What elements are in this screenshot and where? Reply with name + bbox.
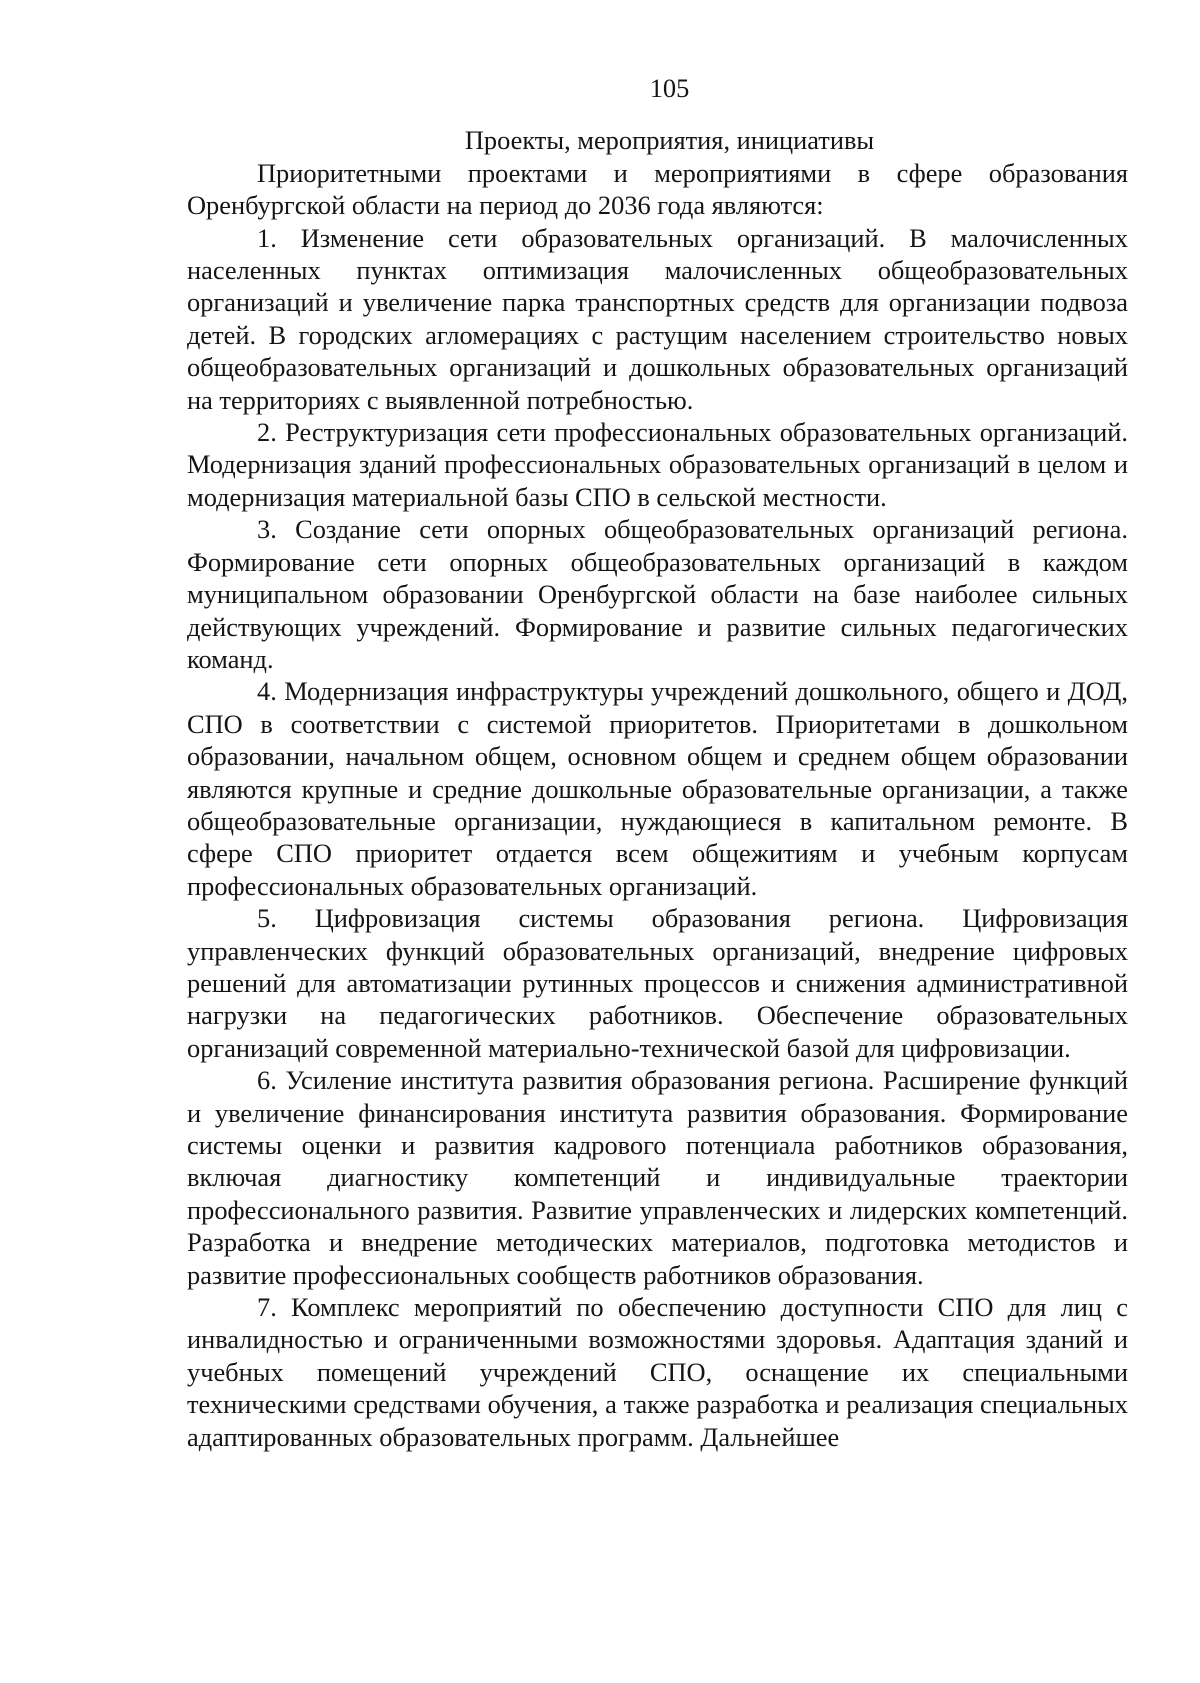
list-item [187,902,1128,1064]
item-text: Цифровизация системы образования региона. Цифровизация управленческих функций образовательных организаций, внедрение цифровых решений для автоматизации рутинных процессов и снижения административной нагрузки на педагогических работников. Обеспечение образовательных организаций современной материально-технической базой для цифровизации. [187,903,1128,1063]
item-text: Изменение сети образовательных организаций. В малочисленных населенных пунктах оптимизация малочисленных общеобразовательных организаций и увеличение парка транспортных средств для организации подвоза детей. В городских агломерациях с растущим населением строительство новых общеобразовательных организаций и дошкольных образовательных организаций на территориях с выявленной потребностью. [187,222,1128,415]
item-text: Реструктуризация сети профессиональных образовательных организаций. Модернизация зданий профессиональных образовательных организаций в целом и модернизация материальной базы СПО в сельской местности. [187,417,1128,512]
list-item [187,675,1128,902]
list-item [187,416,1128,513]
item-number: 5. [257,903,277,934]
list-item [187,222,1128,416]
intro-paragraph: Приоритетными проектами и мероприятиями в сфере образования Оренбургской области на период до 2036 года являются: [187,157,1128,221]
list-item [187,1291,1128,1453]
item-number: 6. [257,1065,277,1096]
item-number: 2. [257,417,277,448]
page-number: 105 [649,73,690,103]
item-number: 7. [257,1292,277,1323]
list-item [187,513,1128,675]
item-number: 1. [257,222,277,253]
item-number: 4. [257,676,277,707]
item-text: Усиление института развития образования региона. Расширение функций и увеличение финансирования института развития образования. Формирование системы оценки и развития кадрового потенциала работников образования, включая диагностику компетенций и индивидуальные траектории профессионального развития. Развитие управленческих и лидерских компетенций. Разработка и внедрение методических материалов, подготовка методистов и развитие профессиональных сообществ работников образования. [187,1065,1128,1290]
section-title: Проекты, мероприятия, инициативы [464,125,875,156]
item-text: Модернизация инфраструктуры учреждений дошкольного, общего и ДОД, СПО в соответствии с системой приоритетов. Приоритетами в дошкольном образовании, начальном общем, основном общем и среднем общем образовании являются крупные и средние дошкольные образовательные организации, а также общеобразовательные организации, нуждающиеся в капитальном ремонте. В сфере СПО приоритет отдается всем общежитиям и учебным корпусам профессиональных образовательных организаций. [187,676,1128,901]
page-content [187,72,1128,1453]
list-item [187,1064,1128,1291]
item-number: 3. [257,514,277,545]
item-text: Создание сети опорных общеобразовательных организаций региона. Формирование сети опорных общеобразовательных организаций в каждом муниципальном образовании Оренбургской области на базе наиболее сильных действующих учреждений. Формирование и развитие сильных педагогических команд. [187,514,1128,674]
item-text: Комплекс мероприятий по обеспечению доступности СПО для лиц с инвалидностью и ограниченными возможностями здоровья. Адаптация зданий и учебных помещений учреждений СПО, оснащение их специальными техническими средствами обучения, а также разработка и реализация специальных адаптированных образовательных программ. Дальнейшее [187,1292,1128,1452]
